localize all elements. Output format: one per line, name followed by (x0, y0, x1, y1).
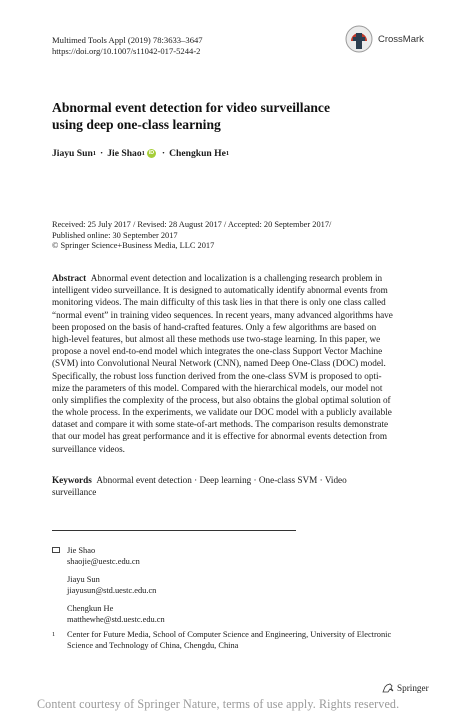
contact-entry (67, 604, 352, 625)
abstract-line: “normal event” in training video sequences. In recent years, many advanced algorithms have (52, 309, 393, 320)
author-name: Chengkun He (169, 148, 226, 159)
abstract-line: propose a novel end-to-end model which integrates the one-class Support Vector Machine (52, 346, 383, 357)
abstract-line (52, 272, 426, 284)
abstract (52, 272, 426, 455)
orcid-icon[interactable]: iD (148, 150, 155, 156)
abstract-line: only simplifies the complexity of the process, but also obtains the global optimal solution of (52, 394, 391, 405)
journal-citation: Multimed Tools Appl (2019) 78:3633–3647 (52, 35, 203, 45)
author-list (52, 148, 229, 159)
paper-title (52, 99, 372, 133)
contact-name: Chengkun He (67, 604, 114, 614)
abstract-line: that our model has great performance and it is effective for abnormal events detection from (52, 431, 388, 442)
author-name: Jiayu Sun (52, 148, 93, 159)
keywords (52, 474, 426, 499)
author-separator: · (100, 148, 104, 159)
abstract-line: high-level features, but almost all these methods use two-stage learning. In this paper, we (52, 333, 381, 344)
crossmark-label: CrossMark (378, 33, 424, 45)
doi-link[interactable]: https://doi.org/10.1007/s11042-017-5244-2 (52, 46, 201, 56)
corresponding-contacts (52, 546, 352, 626)
affiliation-mark: 1 (225, 150, 230, 157)
content-courtesy-notice: Content courtesy of Springer Nature, terms of use apply. Rights reserved. (37, 697, 400, 711)
abstract-line: surveillance videos. (52, 443, 125, 454)
title-line: using deep one-class learning (52, 117, 221, 132)
affiliation-mark: 1 (141, 150, 145, 157)
springer-horse-icon (382, 683, 394, 693)
envelope-icon (52, 547, 60, 553)
contact-entry (67, 575, 352, 596)
contact-email[interactable]: matthewhe@std.uestc.edu.cn (67, 614, 165, 624)
abstract-line: been proposed on the basis of hand-crafted features. Only a few algorithms are based on (52, 321, 377, 332)
abstract-label: Abstract (52, 273, 87, 283)
article-history (52, 220, 432, 252)
history-line: Published online: 30 September 2017 (52, 230, 178, 240)
affiliation (52, 630, 432, 651)
contact-email[interactable]: shaojie@uestc.edu.cn (67, 556, 140, 566)
abstract-line: mize the parameters of this model. Compared with the hierarchical models, our model not (52, 382, 383, 393)
footnote-divider (52, 530, 296, 531)
affiliation-number: 1 (52, 631, 56, 638)
abstract-line: intelligent video surveillance. It is designed to automatically identify abnormal events from (52, 285, 388, 296)
author-separator: · (161, 148, 166, 159)
abstract-line: Specifically, the robust loss function derived from the one-class SVM is proposed to opti- (52, 370, 382, 381)
contact-email[interactable]: jiayusun@std.uestc.edu.cn (67, 585, 157, 595)
affiliation-line: Center for Future Media, School of Computer Science and Engineering, University of Electronic (67, 630, 392, 639)
publisher-name: Springer (397, 683, 429, 693)
crossmark-icon (345, 25, 373, 53)
abstract-line: (SVM) into Convolutional Neural Network (CNN), named Deep One-Class (DOC) model. (52, 358, 386, 369)
contact-name: Jiayu Sun (67, 575, 100, 585)
contact-entry (67, 546, 352, 567)
crossmark-badge[interactable] (345, 23, 460, 55)
abstract-line: dataset and compare it with some state-of-art methods. The comparison results demonstrate (52, 419, 389, 430)
springer-logo (382, 683, 429, 693)
keywords-line (52, 474, 426, 486)
keywords-line: surveillance (52, 487, 97, 498)
abstract-line: the whole process. In the experiments, we validate our DOC model with a publicly available (52, 407, 392, 418)
affiliation-text (67, 630, 391, 651)
title-line: Abnormal event detection for video surveillance (52, 100, 331, 115)
affiliation-mark: 1 (92, 150, 97, 157)
history-line: Received: 25 July 2017 / Revised: 28 August 2017 / Accepted: 20 September 2017/ (52, 220, 332, 229)
keywords-label: Keywords (52, 475, 92, 485)
copyright-line: © Springer Science+Business Media, LLC 2017 (52, 241, 215, 251)
author-name: Jie Shao (107, 148, 142, 159)
contact-name: Jie Shao (67, 546, 96, 555)
keywords-text: Abnormal event detection · Deep learning · One-class SVM · Video (96, 475, 347, 485)
affiliation-line: Science and Technology of China, Chengdu, China (67, 640, 239, 650)
abstract-line: monitoring videos. The main difficulty of this task lies in that there is only one class called (52, 297, 386, 308)
abstract-text: Abnormal event detection and localization is a challenging research problem in (90, 273, 383, 283)
